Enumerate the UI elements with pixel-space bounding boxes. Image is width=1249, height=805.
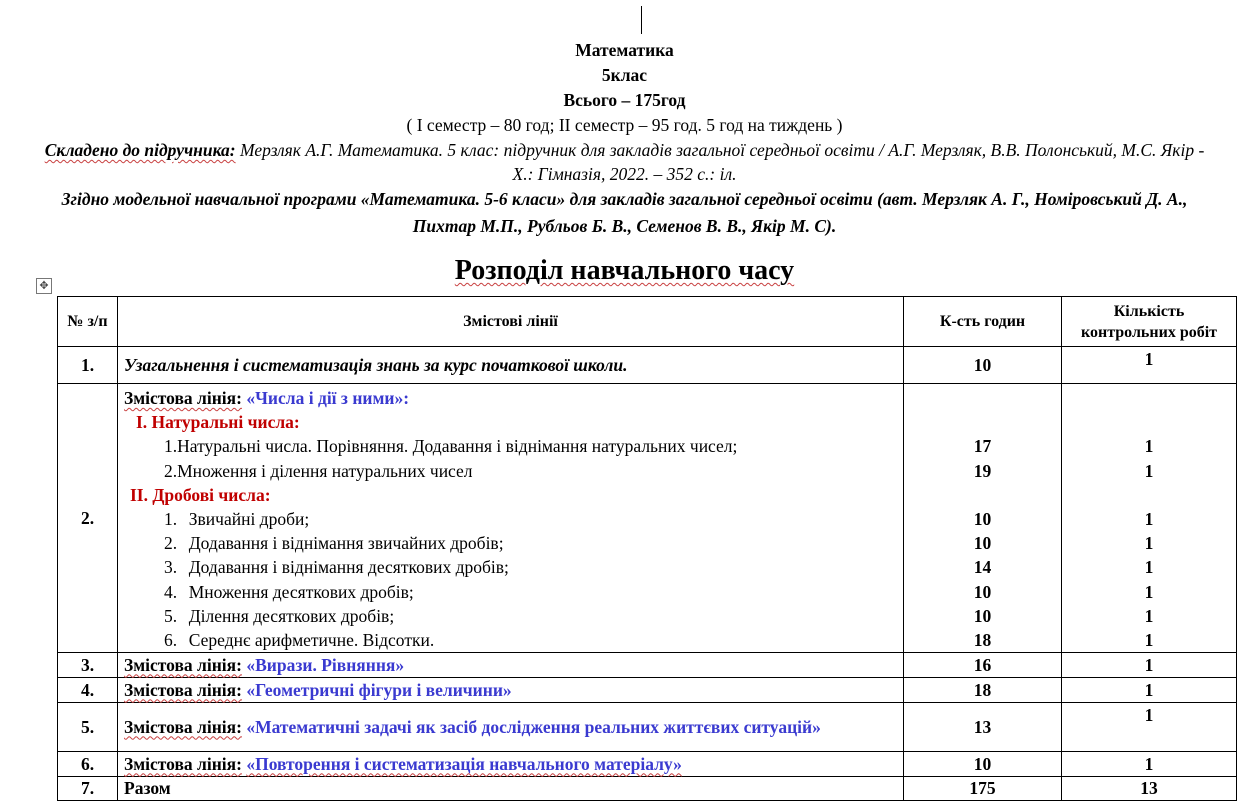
list-item bbox=[124, 555, 897, 579]
row-content bbox=[118, 653, 904, 678]
text-cursor bbox=[641, 6, 642, 34]
item-tests: 1 bbox=[1144, 605, 1154, 626]
header-lines: Змістові лінії bbox=[118, 297, 904, 347]
header-tests: Кількість контрольних робіт bbox=[1062, 297, 1237, 347]
item-number: 6. bbox=[164, 629, 178, 650]
item-number: 4. bbox=[164, 581, 178, 602]
row-text: Узагальнення і систематизація знань за курс початкової школи. bbox=[118, 347, 904, 384]
item-tests: 1 bbox=[1144, 436, 1154, 457]
list-item bbox=[124, 459, 897, 483]
row-number: 2. bbox=[58, 384, 118, 653]
content-line-theme: «Повторення і систематизація навчального матеріалу» bbox=[246, 753, 682, 774]
item-text: Ділення десяткових дробів; bbox=[188, 605, 395, 626]
list-item bbox=[124, 628, 897, 652]
row-number: 4. bbox=[58, 678, 118, 703]
row-content bbox=[118, 384, 904, 653]
textbook-text: Мерзляк А.Г. Математика. 5 клас: підручник для закладів загальної середньої освіти / А.Г. Мерзляк, В.В. Полонський, М.С. Якір - Х.: Гімназія, 2022. – 352 с.: іл. bbox=[235, 140, 1205, 184]
content-line-theme: «Геометричні фігури і величини» bbox=[246, 679, 512, 700]
grade-title: 5клас bbox=[601, 65, 648, 85]
item-tests: 1 bbox=[1144, 629, 1154, 650]
item-number: 5. bbox=[164, 605, 178, 626]
item-text: Множення і ділення натуральних чисел bbox=[177, 460, 473, 481]
row-tests: 1 bbox=[1062, 752, 1237, 777]
item-text: Середнє арифметичне. Відсотки. bbox=[188, 629, 435, 650]
item-tests: 1 bbox=[1144, 533, 1154, 554]
row-tests: 1 bbox=[1062, 678, 1237, 703]
item-number: 1. bbox=[164, 436, 178, 457]
row-content bbox=[118, 678, 904, 703]
list-item bbox=[124, 604, 897, 628]
table-row bbox=[58, 678, 1237, 703]
section-title: I. Натуральні числа: bbox=[136, 412, 300, 433]
row-content bbox=[118, 703, 904, 752]
row-number: 5. bbox=[58, 703, 118, 752]
row-number: 7. bbox=[58, 777, 118, 801]
table-row bbox=[58, 653, 1237, 678]
row-number: 1. bbox=[58, 347, 118, 384]
row-hours: 13 bbox=[904, 703, 1062, 752]
distribution-title: Розподіл навчального часу bbox=[454, 255, 795, 286]
content-line-label: Змістова лінія: bbox=[124, 753, 242, 774]
total-hours-value: 175 bbox=[904, 777, 1062, 801]
item-text: Натуральні числа. Порівняння. Додавання і віднімання натуральних чисел; bbox=[177, 436, 738, 457]
section-title: II. Дробові числа: bbox=[130, 484, 271, 505]
content-line-theme: «Вирази. Рівняння» bbox=[246, 654, 405, 675]
item-tests: 1 bbox=[1144, 557, 1154, 578]
header-hours: К-сть годин bbox=[904, 297, 1062, 347]
row-content bbox=[118, 752, 904, 777]
item-tests: 1 bbox=[1144, 508, 1154, 529]
item-number: 2. bbox=[164, 460, 178, 481]
item-hours: 10 bbox=[973, 605, 992, 626]
item-text: Множення десяткових дробів; bbox=[188, 581, 414, 602]
content-line-label: Змістова лінія: bbox=[124, 716, 242, 737]
content-line-label: Змістова лінія: bbox=[124, 654, 242, 675]
item-text: Додавання і віднімання звичайних дробів; bbox=[188, 533, 504, 554]
total-tests-value: 13 bbox=[1062, 777, 1237, 801]
row-tests: 1 bbox=[1062, 703, 1237, 752]
content-line-theme: «Числа і дії з ними»: bbox=[246, 388, 410, 408]
item-text: Додавання і віднімання десяткових дробів; bbox=[188, 557, 509, 578]
item-text: Звичайні дроби; bbox=[188, 508, 310, 529]
row-tests: 1 bbox=[1062, 347, 1237, 384]
content-line-label: Змістова лінія: bbox=[124, 388, 242, 408]
table-row bbox=[58, 703, 1237, 752]
program-info: Згідно модельної навчальної програми «Математика. 5-6 класи» для закладів загальної середньої освіти (авт. Мерзляк А. Г., Номіровський Д. А., Пихтар М.П., Рубльов Б. В., Семенов В. В., Якір М. С). bbox=[61, 189, 1188, 236]
row-hours: 10 bbox=[904, 752, 1062, 777]
item-tests: 1 bbox=[1144, 581, 1154, 602]
table-move-handle-icon[interactable]: ✥ bbox=[36, 278, 52, 294]
row-tests-column bbox=[1062, 384, 1237, 653]
header-number: № з/п bbox=[58, 297, 118, 347]
item-hours: 14 bbox=[973, 557, 992, 578]
list-item bbox=[124, 531, 897, 555]
item-hours: 17 bbox=[973, 436, 992, 457]
item-number: 1. bbox=[164, 508, 178, 529]
row-text: Разом bbox=[118, 777, 904, 801]
table-row-total bbox=[58, 777, 1237, 801]
item-number: 2. bbox=[164, 533, 178, 554]
table-row bbox=[58, 752, 1237, 777]
item-hours: 10 bbox=[973, 581, 992, 602]
textbook-label: Складено до підручника: bbox=[44, 140, 236, 160]
list-item bbox=[124, 434, 897, 458]
table-row bbox=[58, 347, 1237, 384]
item-number: 3. bbox=[164, 557, 178, 578]
row-hours: 16 bbox=[904, 653, 1062, 678]
total-hours: Всього – 175год bbox=[563, 90, 686, 110]
subject-title: Математика bbox=[575, 40, 674, 60]
semesters-info: ( I семестр – 80 год; II семестр – 95 год. 5 год на тиждень ) bbox=[406, 115, 843, 135]
distribution-table bbox=[57, 296, 1237, 801]
document-header bbox=[0, 38, 1249, 240]
row-hours: 18 bbox=[904, 678, 1062, 703]
list-item bbox=[124, 580, 897, 604]
table-row-numbers bbox=[58, 384, 1237, 653]
item-hours: 10 bbox=[973, 533, 992, 554]
item-hours: 19 bbox=[973, 460, 992, 481]
row-hours: 10 bbox=[904, 347, 1062, 384]
item-hours: 10 bbox=[973, 508, 992, 529]
textbook-info bbox=[0, 138, 1249, 186]
content-line-label: Змістова лінія: bbox=[124, 679, 242, 700]
row-tests: 1 bbox=[1062, 653, 1237, 678]
list-item bbox=[124, 507, 897, 531]
item-tests: 1 bbox=[1144, 460, 1154, 481]
table-header-row bbox=[58, 297, 1237, 347]
row-hours-column bbox=[904, 384, 1062, 653]
item-hours: 18 bbox=[973, 629, 992, 650]
row-number: 3. bbox=[58, 653, 118, 678]
row-number: 6. bbox=[58, 752, 118, 777]
content-line-theme: «Математичні задачі як засіб дослідження реальних життєвих ситуацій» bbox=[246, 716, 821, 737]
